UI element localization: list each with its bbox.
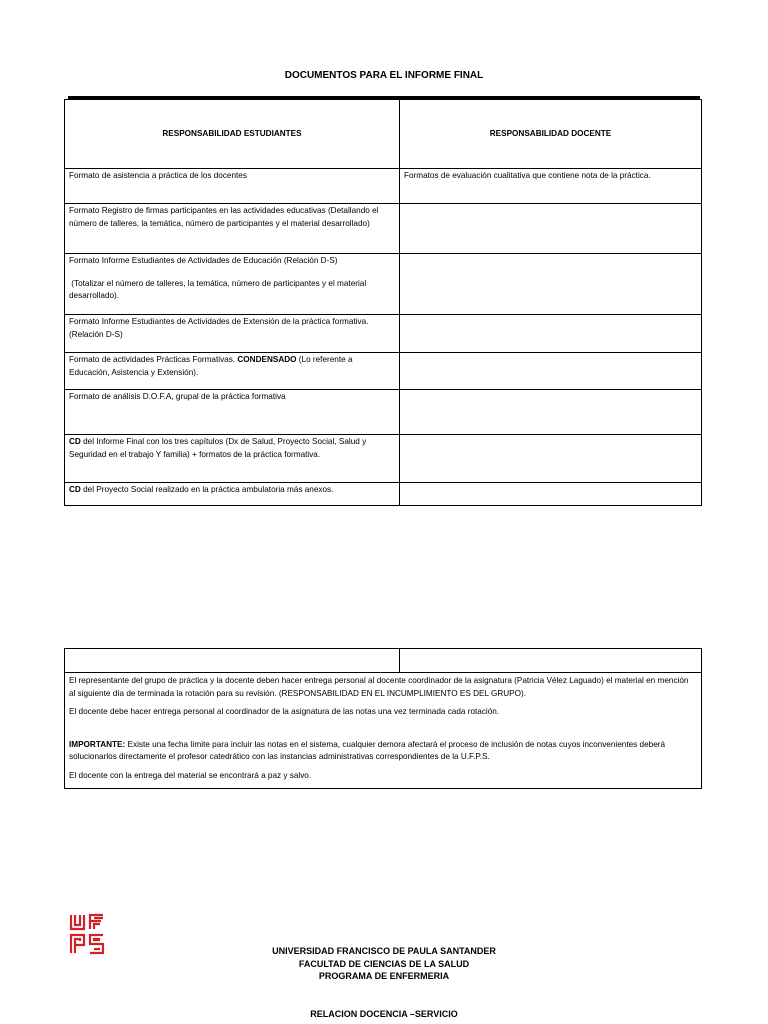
teacher-cell: Formatos de evaluación cualitativa que contiene nota de la práctica. xyxy=(400,169,702,204)
student-cell-line: (Totalizar el número de talleres, la temática, número de participantes y el material desarrollado). xyxy=(69,278,369,300)
table-row xyxy=(65,169,702,204)
notes-empty-cell xyxy=(400,649,702,673)
logo-letter-u-inner xyxy=(75,915,80,925)
student-cell xyxy=(65,353,400,390)
table-row xyxy=(65,315,702,353)
table-row xyxy=(65,204,702,254)
notes-header-row xyxy=(65,649,702,673)
responsibilities-table xyxy=(64,99,702,506)
teacher-cell xyxy=(400,483,702,506)
text-run: del Informe Final con los tres capítulos (Dx de Salud, Proyecto Social, Salud y Seguridad en el trabajo Y familia) + formatos de la práctica formativa. xyxy=(69,437,367,459)
student-cell: Formato de asistencia a práctica de los docentes xyxy=(65,169,400,204)
text-run: (Lo referente a Educación, Asistencia y Extensión). xyxy=(69,355,353,377)
student-cell: Formato Registro de firmas participantes en las actividades educativas (Detallando el número de talleres, la temática, número de participantes y el material desarrollado) xyxy=(65,204,400,254)
header-students: RESPONSABILIDAD ESTUDIANTES xyxy=(65,100,400,169)
footer-institution xyxy=(0,945,768,983)
table-header-row xyxy=(65,100,702,169)
footer-program: PROGRAMA DE ENFERMERIA xyxy=(318,971,450,981)
student-cell: Formato Informe Estudiantes de Actividades de Extensión de la práctica formativa.(Relación D-S) xyxy=(65,315,400,353)
bold-term: CONDENSADO xyxy=(237,355,297,364)
text-run: Existe una fecha límite para incluir las notas en el sistema, cualquier demora afectará el proceso de inclusión de notas cuyos inconvenientes deberá solucionarlos directamente el profesor catedrático con las instancias administrativas correspondientes de la U.F.P.S. xyxy=(69,739,666,761)
logo-letter-u xyxy=(71,915,84,929)
notes-table xyxy=(64,648,702,789)
text-run: Formato de actividades Prácticas Formativas. xyxy=(69,355,238,364)
teacher-cell xyxy=(400,435,702,483)
footer-faculty: FACULTAD DE CIENCIAS DE LA SALUD xyxy=(298,958,470,969)
teacher-cell xyxy=(400,353,702,390)
table-row xyxy=(65,353,702,390)
header-teacher: RESPONSABILIDAD DOCENTE xyxy=(400,100,702,169)
note-paragraph-important xyxy=(69,739,697,764)
note-paragraph: El representante del grupo de práctica y la docente deben hacer entrega personal al docente coordinador de la asignatura (Patricia Vélez Laguado) el material en mención al siguiente día de terminada la rotación para su revisión. (RESPONSABILIDAD EN EL INCUMPLIMIENTO ES DEL GRUPO). xyxy=(69,676,689,698)
notes-body-row xyxy=(65,673,702,789)
note-paragraph: El docente debe hacer entrega personal al coordinador de la asignatura de las notas una vez terminada cada rotación. xyxy=(69,707,500,716)
teacher-cell xyxy=(400,390,702,435)
note-paragraph: El docente con la entrega del material se encontrará a paz y salvo. xyxy=(69,770,312,780)
table-row xyxy=(65,254,702,315)
student-cell-line: Formato Informe Estudiantes de Actividades de Educación (Relación D-S) xyxy=(69,256,338,265)
teacher-cell xyxy=(400,204,702,254)
table-row xyxy=(65,390,702,435)
teacher-cell xyxy=(400,254,702,315)
student-cell xyxy=(65,254,400,315)
notes-cell xyxy=(65,673,702,789)
student-cell: Formato de análisis D.O.F.A, grupal de la práctica formativa xyxy=(65,390,400,435)
important-label: IMPORTANTE: xyxy=(69,739,126,749)
bold-term: CD xyxy=(69,437,81,446)
table-row xyxy=(65,483,702,506)
table-row xyxy=(65,435,702,483)
notes-empty-cell xyxy=(65,649,400,673)
text-run: del Proyecto Social realizado en la práctica ambulatoria más anexos. xyxy=(80,485,334,494)
footer-university: UNIVERSIDAD FRANCISCO DE PAULA SANTANDER xyxy=(272,946,496,956)
teacher-cell xyxy=(400,315,702,353)
document-title: DOCUMENTOS PARA EL INFORME FINAL xyxy=(284,70,484,81)
logo-letter-f-inner xyxy=(94,918,103,929)
student-cell xyxy=(65,435,400,483)
bold-term: CD xyxy=(69,485,81,494)
student-cell xyxy=(65,483,400,506)
footer-relacion: RELACION DOCENCIA –SERVICIO xyxy=(310,1009,458,1019)
